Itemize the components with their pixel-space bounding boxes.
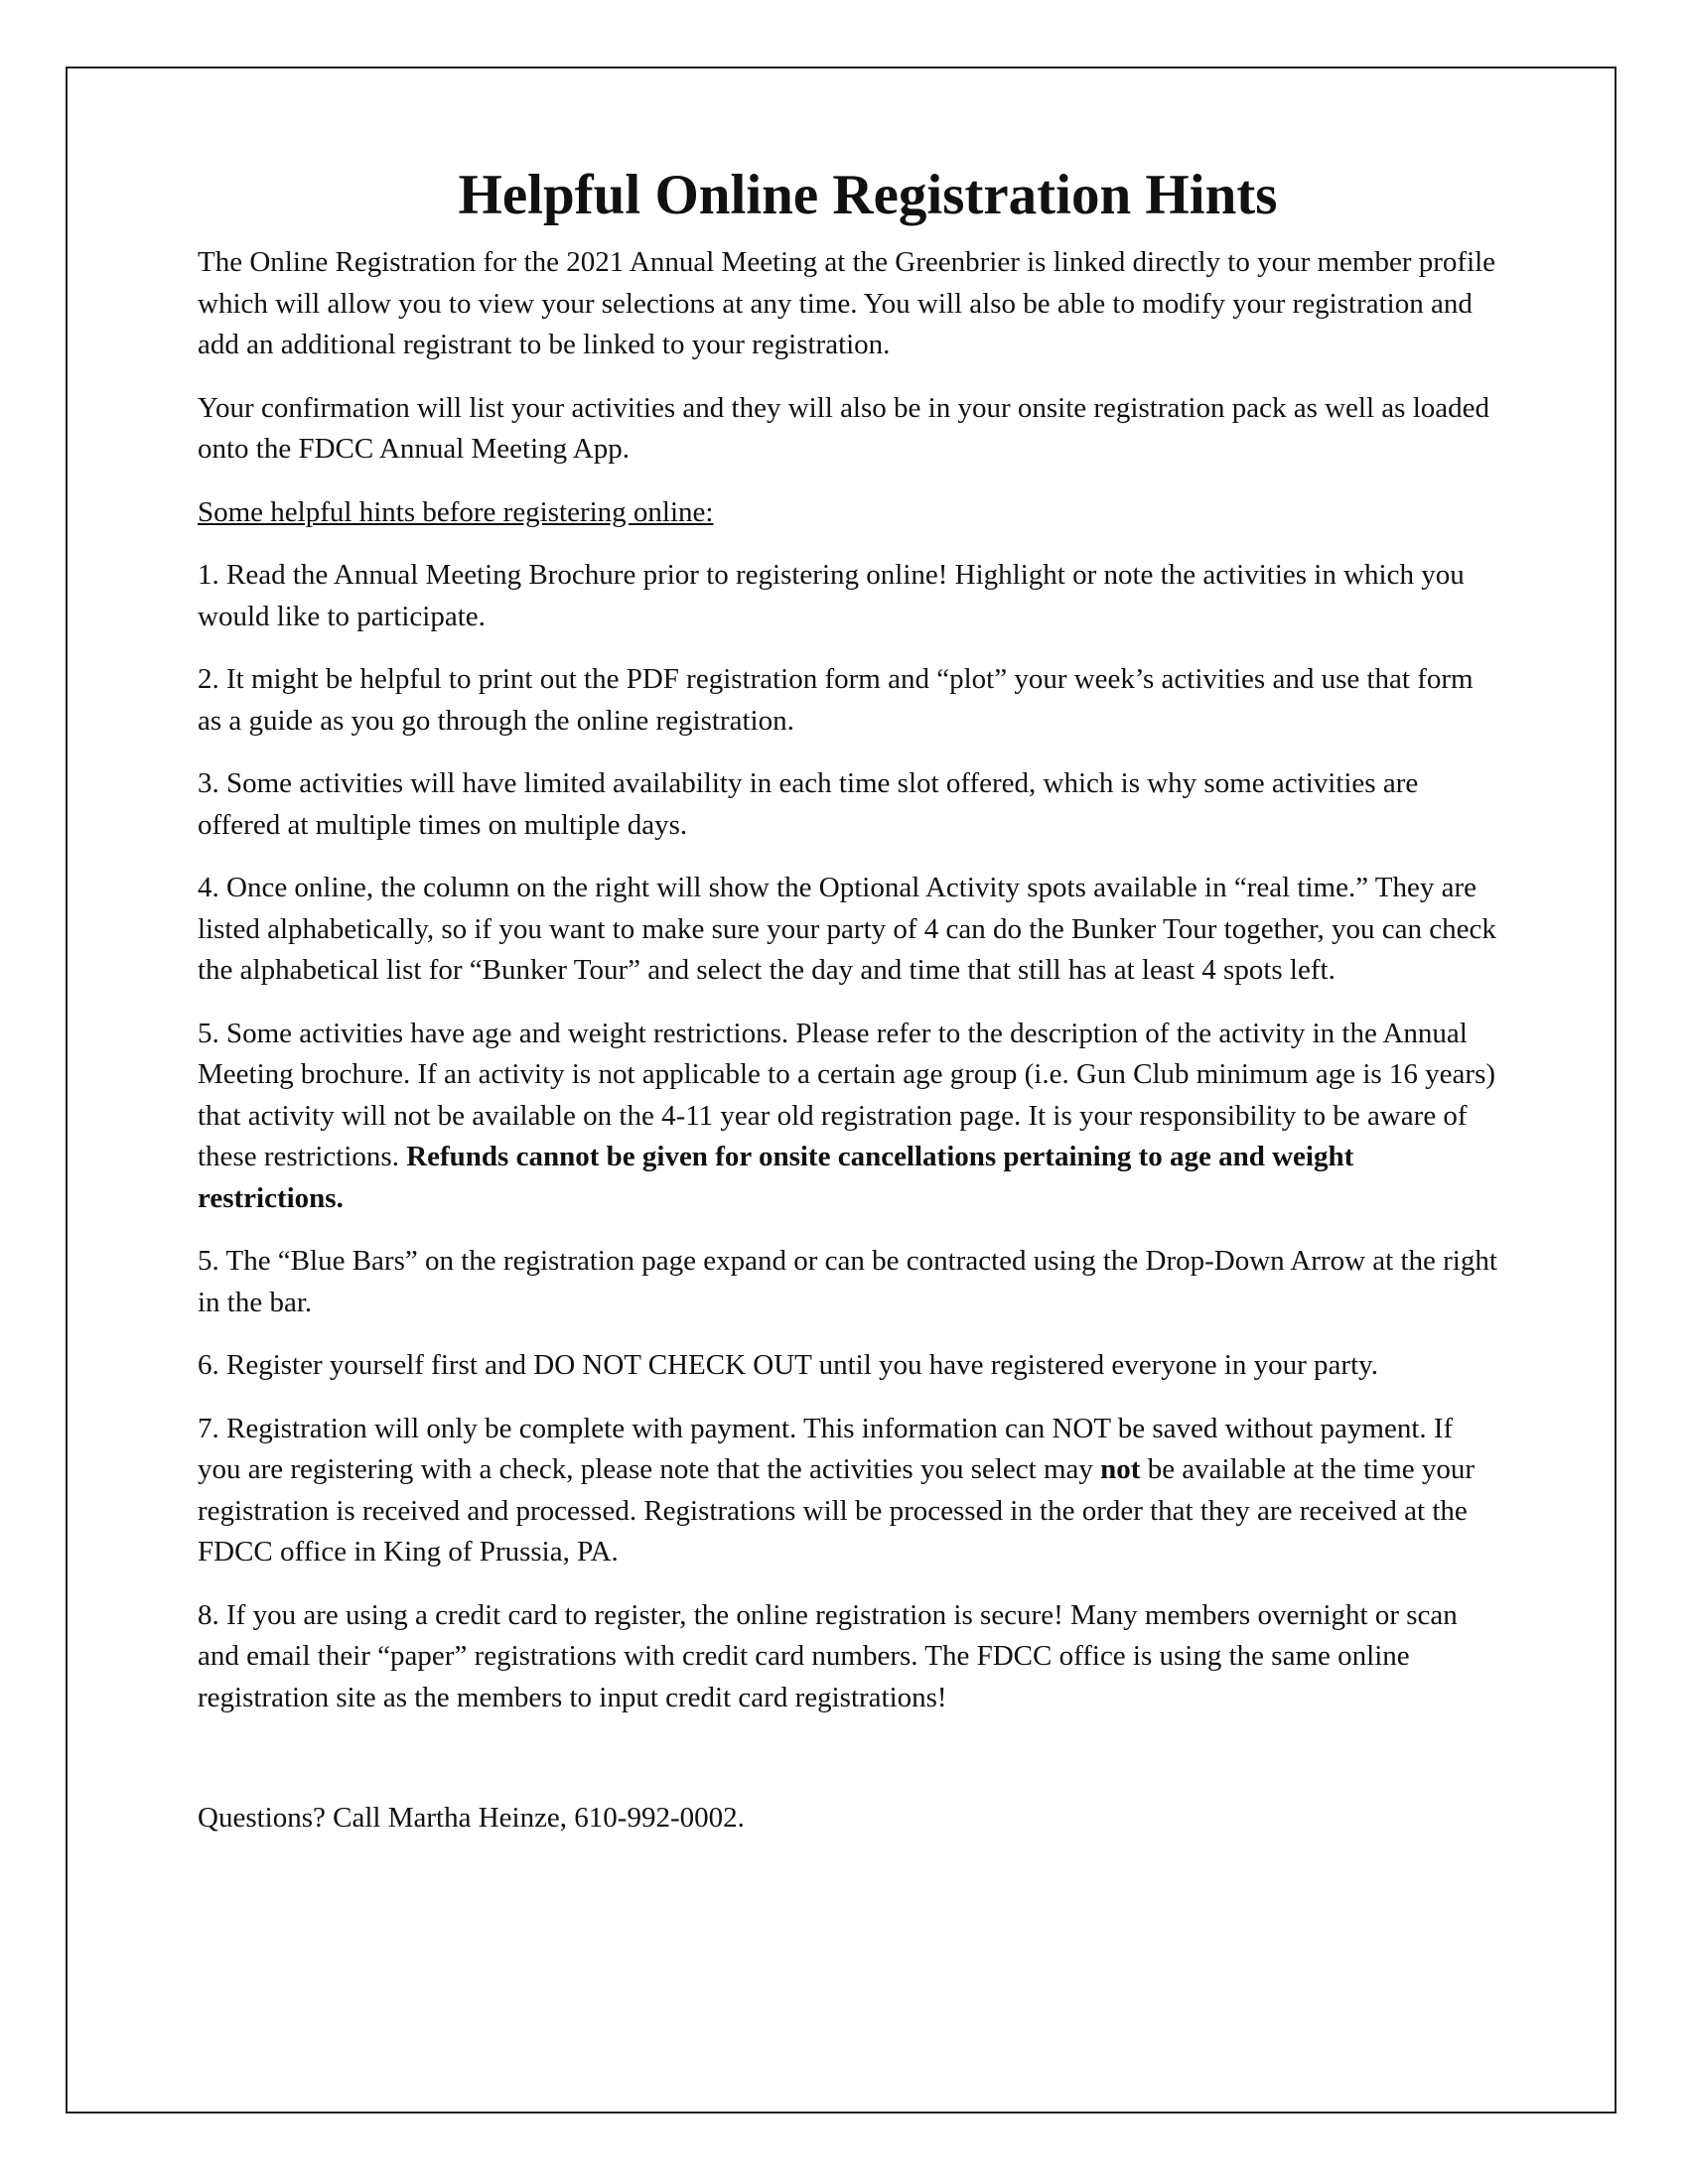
- hint-8: 8. If you are using a credit card to register, the online registration is secure! Many members overnight or scan and email their “paper” registrations with credit card numbers. The FDCC office is using the same online registration site as the members to input credit card registrations!: [198, 1598, 1458, 1713]
- hint-4: 4. Once online, the column on the right will show the Optional Activity spots available in “real time.” They are listed alphabetically, so if you want to make sure your party of 4 can do the Bunker Tour together, you can check the alphabetical list for “Bunker Tour” and select the day and time that still has at least 4 spots left.: [198, 872, 1496, 986]
- hint-5b: 5. The “Blue Bars” on the registration page expand or can be contracted using the Drop-Down Arrow at the right in the bar.: [198, 1245, 1497, 1318]
- hint-1: 1. Read the Annual Meeting Brochure prior to registering online! Highlight or note the activities in which you would like to participate.: [198, 559, 1465, 632]
- questions-contact: Questions? Call Martha Heinze, 610-992-0002.: [198, 1802, 745, 1834]
- hint-7-text-start: 7. Registration will only be complete with payment. This information can NOT be saved without payment. If you are registering with a check, please note that the activities you select may: [198, 1412, 1454, 1485]
- hint-5: [198, 1014, 1498, 1220]
- hint-7: [198, 1409, 1498, 1573]
- hint-3: 3. Some activities will have limited availability in each time slot offered, which is why some activities are offered at multiple times on multiple days.: [198, 767, 1419, 841]
- hint-7-text-end: be available at the time your registration is received and processed. Registrations will be processed in the order that they are received at the FDCC office in King of Prussia, PA.: [198, 1453, 1476, 1568]
- intro-paragraph-2: Your confirmation will list your activities and they will also be in your onsite registration pack as well as loaded onto the FDCC Annual Meeting App.: [198, 391, 1489, 465]
- hint-2: 2. It might be helpful to print out the PDF registration form and “plot” your week’s activities and use that form as a guide as you go through the online registration.: [198, 663, 1474, 737]
- hint-6: 6. Register yourself first and DO NOT CHECK OUT until you have registered everyone in your party.: [198, 1349, 1379, 1381]
- hint-5-bold-notice: Refunds cannot be given for onsite cancellations pertaining to age and weight restrictions.: [198, 1141, 1354, 1214]
- page-title: Helpful Online Registration Hints: [458, 164, 1278, 226]
- intro-paragraph-1: The Online Registration for the 2021 Annual Meeting at the Greenbrier is linked directly to your member profile which will allow you to view your selections at any time. You will also be able to modify your registration and add an additional registrant to be linked to your registration.: [198, 246, 1496, 360]
- hints-heading: Some helpful hints before registering online:: [198, 495, 714, 528]
- document-body: [198, 159, 1498, 1861]
- hint-7-bold-word: not: [1100, 1453, 1141, 1485]
- hint-5-text: 5. Some activities have age and weight restrictions. Please refer to the description of the activity in the Annual Meeting brochure. If an activity is not applicable to a certain age group (i.e. Gun Club minimum age is 16 years) that activity will not be available on the 4-11 year old registration page. It is your responsibility to be aware of these restrictions.: [198, 1017, 1496, 1172]
